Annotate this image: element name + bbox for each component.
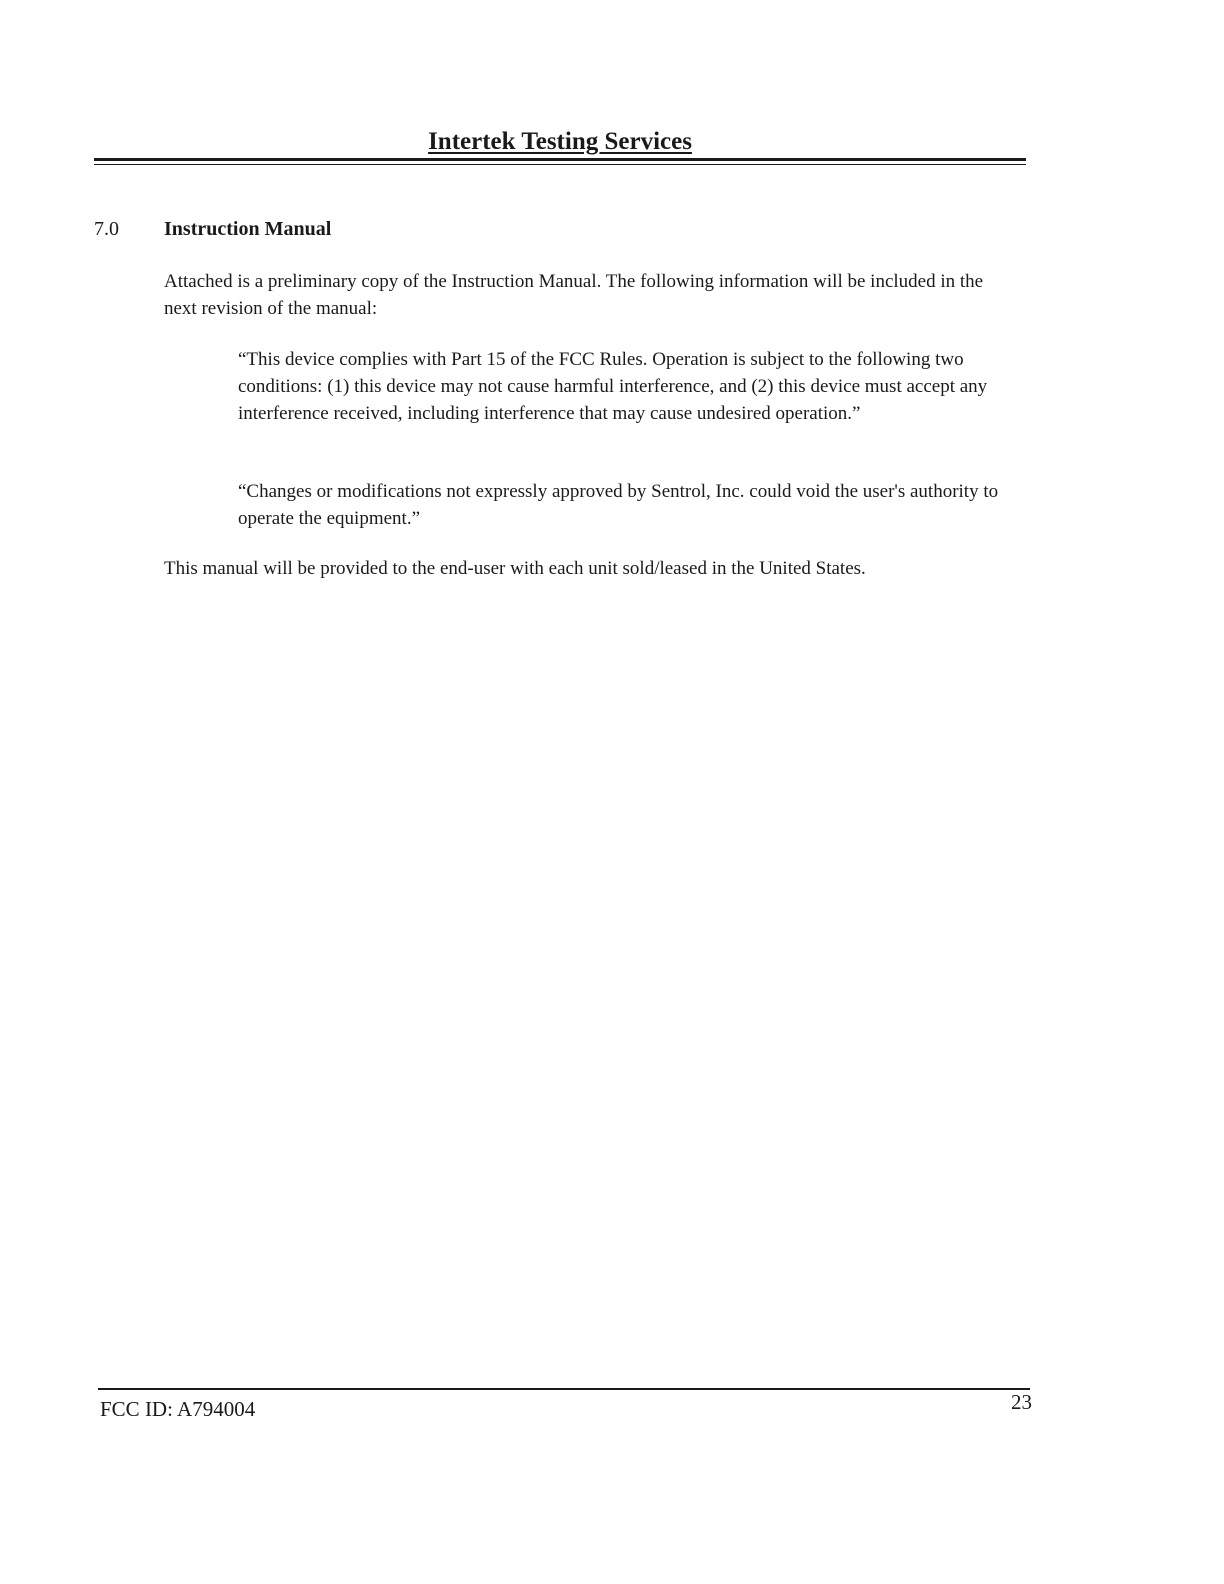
modifications-warning-quote: “Changes or modifications not expressly approved by Sentrol, Inc. could void the user's authority to operate the equipment.” bbox=[238, 481, 999, 529]
intro-paragraph: Attached is a preliminary copy of the Instruction Manual. The following information will be included in the next revision of the manual: bbox=[164, 271, 984, 319]
section-title: Instruction Manual bbox=[164, 218, 332, 240]
header-rule-thin bbox=[94, 164, 1026, 165]
page-header-title: Intertek Testing Services bbox=[428, 128, 692, 155]
fcc-compliance-quote: “This device complies with Part 15 of the FCC Rules. Operation is subject to the following two conditions: (1) this device may not cause harmful interference, and (2) this device must accept any interference received, including interference that may cause undesired operation.” bbox=[238, 349, 988, 424]
footer-fcc-id: FCC ID: A794004 bbox=[100, 1397, 256, 1421]
header-rule-thick bbox=[94, 158, 1026, 161]
footer-rule bbox=[98, 1388, 1030, 1390]
footer-page-number: 23 bbox=[1011, 1390, 1032, 1414]
section-number: 7.0 bbox=[94, 218, 119, 240]
closing-paragraph: This manual will be provided to the end-user with each unit sold/leased in the United States. bbox=[164, 558, 866, 579]
